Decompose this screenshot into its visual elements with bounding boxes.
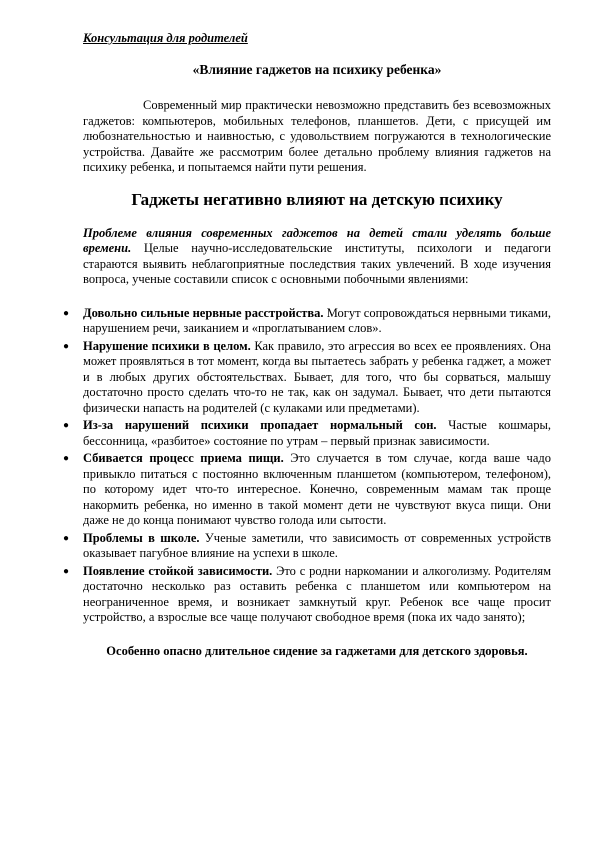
effect-text: Это с родни наркомании и алкоголизму. Родителям достаточно несколько раз оставить ребенка с планшетом или компьютером на неограниченное время, и возникает замкнутый круг. Ребенок все чаще просит устройство, а взрослые все чаще получают свободное время (пока их чадо занято); [83, 563, 551, 624]
list-item [63, 418, 551, 449]
effect-text: Это случается в том случае, когда ваше чадо привыкло питаться с постоянно включенным планшетом (компьютером, телефоном), по которому идет что-то интересное. Конечно, современным мамам так проще накормить ребенка, но именно в такой момент дети не чувствуют вкуса пищи. Они даже не до конца понимают чувство голода или сытости. [83, 451, 551, 527]
side-effects-list [63, 305, 551, 626]
effect-heading: Из-за нарушений психики пропадает нормальный сон. [83, 418, 437, 432]
lead-emphasis: Проблеме влияния современных гаджетов на детей стали уделять больше времени. [83, 225, 551, 255]
effect-heading: Довольно сильные нервные расстройства. [83, 305, 324, 320]
list-item [63, 530, 551, 562]
list-item [63, 338, 551, 417]
bullet-icon: ● [63, 453, 70, 464]
lead-paragraph [83, 226, 551, 288]
effect-text: Ученые заметили, что зависимость от современных устройств оказывает пагубное влияние на успехи в школе. [83, 530, 551, 560]
bullet-icon: ● [63, 565, 70, 577]
bullet-icon: ● [63, 307, 70, 319]
lead-text: Целые научно-исследовательские институты, психологи и педагоги стараются выявить неблагоприятные последствия таких увлечений. В ходе изучения вопроса, ученые составили список с основными побочными явлениями: [83, 241, 551, 286]
list-item [63, 563, 551, 626]
effect-heading: Сбивается процесс приема пищи. [83, 451, 284, 465]
effect-heading: Появление стойкой зависимости. [83, 563, 273, 578]
effect-heading: Проблемы в школе. [83, 530, 200, 545]
bullet-icon: ● [63, 340, 70, 352]
intro-paragraph: Современный мир практически невозможно представить без всевозможных гаджетов: компьютеров, мобильных телефонов, планшетов. Дети, с присущей им любознательностью и наивностью, с удовольствием погружаются в технологические устройства. Давайте же рассмотрим более детально проблему влияния гаджетов на психику ребенка, и попытаемся найти пути решения. [83, 98, 551, 174]
document-title: «Влияние гаджетов на психику ребенка» [192, 62, 442, 77]
bullet-icon: ● [63, 532, 70, 544]
bullet-icon: ● [63, 420, 70, 431]
closing-statement: Особенно опасно длительное сидение за гаджетами для детского здоровья. [106, 643, 528, 658]
list-item [63, 451, 551, 529]
effect-text: Могут сопровождаться нервными тиками, нарушением речи, заиканием и «проглатыванием слов». [83, 305, 551, 335]
section-heading: Гаджеты негативно влияют на детскую психику [131, 189, 503, 209]
effect-text: Частые кошмары, бессонница, «разбитое» состояние по утрам – первый признак зависимости. [83, 418, 551, 448]
effect-heading: Нарушение психики в целом. [83, 338, 251, 353]
consultation-label: Консультация для родителей [83, 31, 248, 45]
list-item [63, 305, 551, 337]
effect-text: Как правило, это агрессия во всех ее проявлениях. Она может проявляться в тот момент, когда вы пытаетесь забрать у ребенка гаджет, а может и в любых других обстоятельствах. Бывает, для того, что бы сорваться, малышу достаточно просто сделать что-то не так, как он задумал. Бывает, что дети пытаются физически напасть на родителей (с кулаками или предметами). [83, 338, 551, 415]
